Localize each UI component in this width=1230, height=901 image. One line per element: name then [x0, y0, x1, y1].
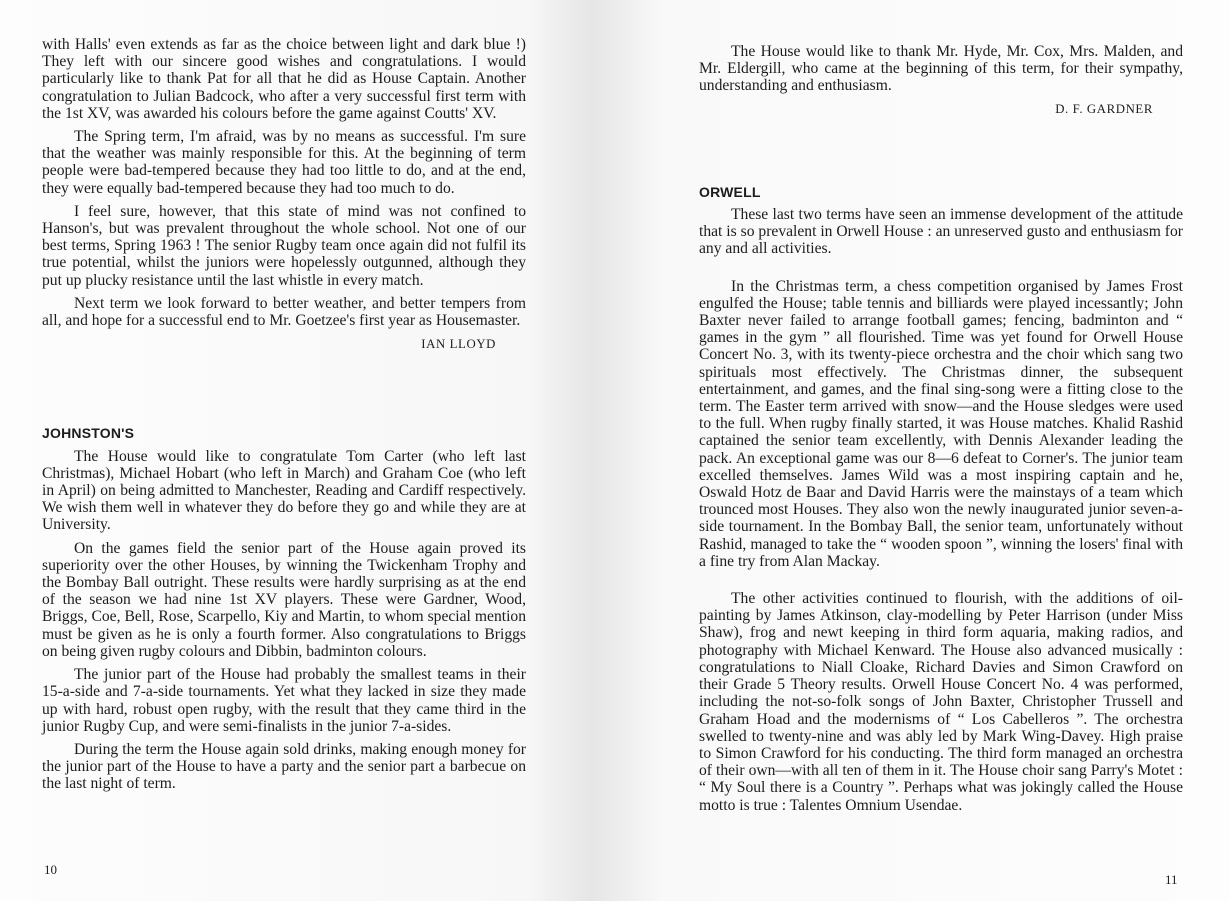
body-paragraph: On the games field the senior part of the House again proved its superiority over the other Houses, by winning the Twickenham Trophy and the Bombay Ball outright. These results were hardly surprising as at the end of the season we had nine 1st XV players. These were Gardner, Wood, Briggs, Coe, Bell, Rose, Scarpello, Kiy and Martin, to whom special mention must be given as he is only a fourth former. Also congratulations to Briggs on being given rugby colours and Dibbin, badminton colours. — [42, 539, 526, 660]
body-paragraph: These last two terms have seen an immense development of the attitude that is so prevalent in Orwell House : an unreserved gusto and enthusiasm for any and all activities. — [699, 206, 1183, 258]
right-page-column — [699, 43, 1183, 820]
body-paragraph: The junior part of the House had probably the smallest teams in their 15-a-side and 7-a-side tournaments. Yet what they lacked in size they made up with hard, robust open rugby, with the result that they came third in the junior Rugby Cup, and were semi-finalists in the junior 7-a-sides. — [42, 666, 526, 735]
section-heading-orwell: ORWELL — [699, 183, 761, 200]
body-paragraph: with Halls' even extends as far as the choice between light and dark blue !) They left with our sincere good wishes and congratulations. I would particularly like to thank Pat for all that he did as House Captain. Another congratulation to Julian Badcock, who after a very successful first term with the 1st XV, was awarded his colours before the game against Coutts' XV. — [42, 36, 526, 122]
page-number: 10 — [44, 862, 57, 877]
body-paragraph: During the term the House again sold drinks, making enough money for the junior part of the House to have a party and the senior part a barbecue on the last night of term. — [42, 740, 526, 793]
body-paragraph: Next term we look forward to better weather, and better tempers from all, and hope for a successful end to Mr. Goetzee's first year as Housemaster. — [42, 294, 526, 330]
body-paragraph: In the Christmas term, a chess competition organised by James Frost engulfed the House; table tennis and billiards were played incessantly; John Baxter never failed to arrange football games; fencing, badminton and “ games in the gym ” all flourished. Time was yet found for Orwell House Concert No. 3, with its twenty-piece orchestra and the choir which sang two spirituals most effectively. The Christmas dinner, the subsequent entertainment, and games, and the final sing-song were a fitting close to the term. The Easter term arrived with snow—and the House sledges were used to the full. When rugby finally started, it was House matches. Khalid Rashid captained the senior team excellently, with Dennis Alexander leading the pack. An exceptional game was our 8—6 defeat to Corner's. The junior team excelled themselves. James Wild was a most inspiring captain and he, Oswald Hotz de Baar and David Harris were the mainstays of a team which trounced most Houses. They also won the newly inaugurated junior seven-a-side tournament. In the Bombay Ball, the senior team, unfortunately without Rashid, managed to take the “ wooden spoon ”, winning the losers' final with a fine try from Alan Mackay. — [699, 277, 1183, 570]
right-page — [655, 0, 1230, 901]
author-signature: D. F. GARDNER — [1055, 101, 1153, 116]
paragraph-gap — [699, 576, 1183, 590]
body-paragraph: The House would like to thank Mr. Hyde, Mr. Cox, Mrs. Malden, and Mr. Eldergill, who came at the beginning of this term, for their sympathy, understanding and enthusiasm. — [699, 43, 1183, 95]
left-page-column — [42, 36, 526, 799]
left-page — [0, 0, 580, 901]
body-paragraph: The other activities continued to flourish, with the additions of oil-painting by James Atkinson, clay-modelling by Peter Harrison (under Miss Shaw), frog and newt keeping in third form aquaria, making radios, and photography with Michael Kenward. The House also advanced musically : congratulations to Niall Cloake, Richard Davies and Simon Crawford on their Grade 5 Theory results. Orwell House Concert No. 4 was performed, including the not-so-folk songs of John Baxter, Christopher Trussell and Graham Hoad and the modernisms of “ Los Cabelleros ”. The orchestra swelled to twenty-nine and was ably led by Mark Wing-Davey. High praise to Simon Crawford for his conducting. The third form managed an orchestra of their own—with all ten of them in it. The House choir sang Parry's Motet : “ My Soul there is a Country ”. Perhaps what was jokingly called the House motto is true : Talentes Omnium Usendae. — [699, 590, 1183, 814]
body-paragraph: The House would like to congratulate Tom Carter (who left last Christmas), Michael Hobart (who left in March) and Graham Coe (who left in April) on being admitted to Manchester, Reading and Cardiff respectively. We wish them well in whatever they do before they go and while they are at University. — [42, 447, 526, 534]
section-heading-johnstons: JOHNSTON'S — [42, 425, 135, 442]
author-signature: IAN LLOYD — [421, 337, 496, 352]
paragraph-gap — [699, 264, 1183, 278]
page-number: 11 — [1165, 872, 1178, 887]
body-paragraph: I feel sure, however, that this state of mind was not confined to Hanson's, but was prevalent throughout the whole school. Not one of our best terms, Spring 1963 ! The senior Rugby team once again did not fulfil its true potential, whilst the juniors were hopelessly outgunned, although they put up plucky resistance until the last whistle in every match. — [42, 202, 526, 289]
body-paragraph: The Spring term, I'm afraid, was by no means as successful. I'm sure that the weather was mainly responsible for this. At the beginning of term people were bad-tempered because they had too little to do, and at the end, they were equally bad-tempered because they had too much to do. — [42, 128, 526, 197]
